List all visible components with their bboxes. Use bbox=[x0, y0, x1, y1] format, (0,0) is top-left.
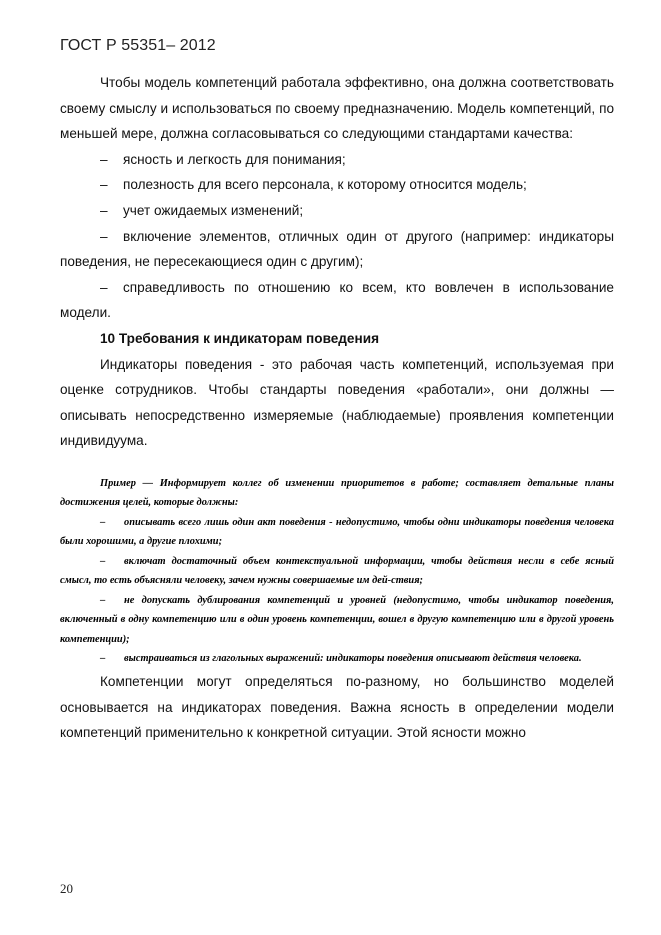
example-item bbox=[60, 552, 614, 591]
dash-marker: – bbox=[100, 653, 106, 665]
dash-marker: – bbox=[100, 177, 108, 193]
page-number: 20 bbox=[60, 881, 73, 896]
list-item bbox=[60, 275, 614, 326]
dash-marker: – bbox=[100, 555, 106, 567]
example-item bbox=[60, 513, 614, 552]
list-item bbox=[60, 224, 614, 275]
dash-marker: – bbox=[100, 228, 108, 244]
list-item-text: учет ожидаемых изменений; bbox=[123, 202, 304, 218]
example-item-text: включат достаточный объем контекстуальной информации, чтобы действия несли в себе ясный смысл, то есть объясняли человеку, зачем нужны совершаемые им дей-ствия; bbox=[60, 555, 614, 587]
section-heading: 10 Требования к индикаторам поведения bbox=[100, 330, 379, 346]
list-item-text: включение элементов, отличных один от другого (например: индикаторы поведения, не пересекающиеся один с другим); bbox=[60, 228, 614, 270]
dash-marker: – bbox=[100, 279, 108, 295]
document-code-header: ГОСТ Р 55351– 2012 bbox=[60, 37, 216, 54]
example-lead: Пример — Информирует коллег об изменении приоритетов в работе; составляет детальные планы достижения целей, которые должны: bbox=[60, 477, 614, 509]
document-body bbox=[60, 70, 614, 746]
dash-marker: – bbox=[100, 594, 106, 606]
dash-marker: – bbox=[100, 151, 108, 167]
list-item-text: ясность и легкость для понимания; bbox=[123, 151, 346, 167]
example-block bbox=[60, 474, 614, 669]
example-item bbox=[60, 591, 614, 650]
dash-marker: – bbox=[100, 202, 108, 218]
list-item-text: полезность для всего персонала, к которому относится модель; bbox=[123, 177, 527, 193]
closing-paragraph: Компетенции могут определяться по-разному, но большинство моделей основывается на индикаторах поведения. Важна ясность в определении модели компетенций применительно к конкретной ситуации. Этой ясности можно bbox=[60, 673, 614, 741]
list-item-text: справедливость по отношению ко всем, кто вовлечен в использование модели. bbox=[60, 279, 614, 321]
example-item-text: выстраиваться из глагольных выражений: индикаторы поведения описывают действия человека. bbox=[124, 653, 582, 665]
list-item bbox=[60, 147, 614, 173]
list-item bbox=[60, 172, 614, 198]
example-item bbox=[60, 649, 614, 669]
list-item bbox=[60, 198, 614, 224]
example-item-text: не допускать дублирования компетенций и уровней (недопустимо, чтобы индикатор поведения, включенный в одну компетенцию или в один уровень компетенции, вошел в другую компетенцию или в другой уровень компетенции); bbox=[60, 594, 614, 645]
dash-marker: – bbox=[100, 516, 106, 528]
section-paragraph: Индикаторы поведения - это рабочая часть компетенций, используемая при оценке сотрудников. Чтобы стандарты поведения «работали», они должны — описывать непосредственно измеряемые (наблюдаемые) проявления компетенции индивидуума. bbox=[60, 356, 614, 449]
example-item-text: описывать всего лишь один акт поведения - недопустимо, чтобы одни индикаторы поведения человека были хорошими, а другие плохими; bbox=[60, 516, 614, 548]
intro-paragraph: Чтобы модель компетенций работала эффективно, она должна соответствовать своему смыслу и использоваться по своему предназначению. Модель компетенций, по меньшей мере, должна согласовываться со следующими стандартами качества: bbox=[60, 75, 614, 142]
